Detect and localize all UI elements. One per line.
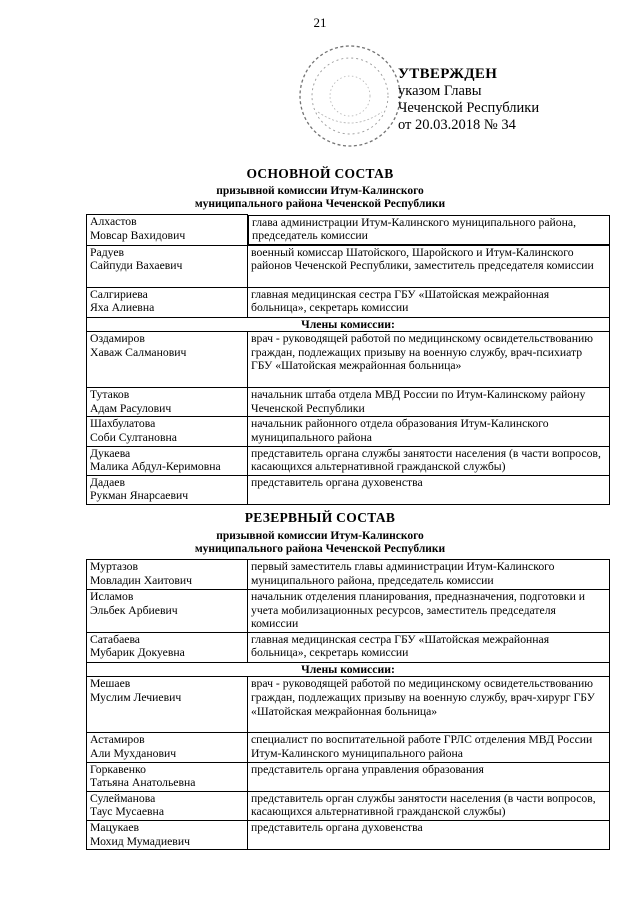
table-row xyxy=(87,733,610,762)
member-given-name: Али Мухданович xyxy=(90,746,177,760)
member-given-name: Эльбек Арбиевич xyxy=(90,603,178,617)
member-duty: военный комиссар Шатойского, Шаройского и Итум-Калинского районов Чеченской Республики, заместитель председателя комиссии xyxy=(248,245,610,287)
reserve-section-subtitle-2: муниципального района Чеченской Республики xyxy=(194,543,446,555)
members-header: Члены комиссии: xyxy=(87,317,610,332)
table-row xyxy=(87,475,610,504)
member-duty: представитель органа службы занятости населения (в части вопросов, касающихся альтернативной гражданской службы) xyxy=(248,446,610,475)
member-duty: начальник районного отдела образования Итум-Калинского муниципального района xyxy=(248,417,610,446)
member-surname: Астамиров xyxy=(90,733,145,747)
main-section-subtitle-1: призывной комиссии Итум-Калинского xyxy=(216,185,424,197)
member-surname: Салгириева xyxy=(90,287,148,301)
member-given-name: Мовсар Вахидович xyxy=(90,228,186,242)
main-section-title: ОСНОВНОЙ СОСТАВ xyxy=(246,166,394,181)
approval-title: УТВЕРЖДЕН xyxy=(398,66,498,82)
member-surname: Тутаков xyxy=(90,388,130,402)
member-given-name: Мовладин Хаитович xyxy=(90,573,193,587)
approval-block xyxy=(398,66,539,134)
member-duty: главная медицинская сестра ГБУ «Шатойская межрайонная больница», секретарь комиссии xyxy=(248,287,610,317)
member-given-name: Таус Мусаевна xyxy=(90,805,165,819)
members-header: Члены комиссии: xyxy=(87,662,610,677)
member-given-name: Соби Султановна xyxy=(90,431,177,445)
member-duty: начальник штаба отдела МВД России по Итум-Калинскому району Чеченской Республики xyxy=(248,388,610,417)
approval-line-3: от 20.03.2018 № 34 xyxy=(398,117,516,133)
member-duty: глава администрации Итум-Калинского муниципального района, председатель комиссии xyxy=(248,215,610,245)
member-surname: Радуев xyxy=(90,245,125,259)
member-surname: Дадаев xyxy=(90,475,125,489)
table-row xyxy=(87,215,610,246)
member-duty: представитель органа управления образования xyxy=(248,762,610,791)
member-surname: Исламов xyxy=(90,590,134,603)
table-row xyxy=(87,762,610,791)
member-surname: Горкавенко xyxy=(90,762,146,776)
page-number: 21 xyxy=(313,15,327,30)
member-surname: Алхастов xyxy=(90,215,137,228)
approval-line-2: Чеченской Республики xyxy=(398,100,540,116)
member-given-name: Муслим Лечиевич xyxy=(90,690,182,704)
reserve-section-subtitle-1: призывной комиссии Итум-Калинского xyxy=(216,530,424,542)
table-row xyxy=(87,446,610,475)
table-row xyxy=(87,332,610,388)
table-row xyxy=(87,632,610,662)
member-given-name: Татьяна Анатольевна xyxy=(90,776,196,790)
member-duty: первый заместитель главы администрации Итум-Калинского муниципального района, председатель комиссии xyxy=(248,560,610,590)
member-duty: врач - руководящей работой по медицинскому освидетельствованию граждан, подлежащих призыву на военную службу, врач-психиатр ГБУ «Шатойская межрайонная больница» xyxy=(248,332,610,388)
member-surname: Дукаева xyxy=(90,446,131,460)
main-section-subtitle-2: муниципального района Чеченской Республики xyxy=(194,198,446,210)
table-row xyxy=(87,287,610,317)
members-header-row xyxy=(87,317,610,332)
member-surname: Оздамиров xyxy=(90,332,145,346)
table-row xyxy=(87,560,610,590)
member-duty: специалист по воспитательной работе ГРЛС отделения МВД России Итум-Калинского муниципального района xyxy=(248,733,610,762)
official-seal-stamp xyxy=(296,42,404,150)
member-given-name: Мохид Мумадиевич xyxy=(90,834,190,848)
member-given-name: Мубарик Докуевна xyxy=(90,646,185,660)
member-duty: представитель органа духовенства xyxy=(248,820,610,849)
table-row xyxy=(87,677,610,733)
member-given-name: Малика Абдул-Керимовна xyxy=(90,460,221,474)
member-duty: врач - руководящей работой по медицинскому освидетельствованию граждан, подлежащих призыву на военную службу, врач-хирург ГБУ «Шатойская межрайонная больница» xyxy=(248,677,610,733)
table-row xyxy=(87,245,610,287)
member-given-name: Сайпуди Вахаевич xyxy=(90,259,183,273)
member-duty: главная медицинская сестра ГБУ «Шатойская межрайонная больница», секретарь комиссии xyxy=(248,632,610,662)
table-row xyxy=(87,388,610,417)
member-duty: представитель орган службы занятости населения (в части вопросов, касающихся альтернативной гражданской службы) xyxy=(248,791,610,820)
table-row xyxy=(87,590,610,633)
reserve-composition-table xyxy=(86,559,610,850)
member-given-name: Рукман Янарсаевич xyxy=(90,489,189,503)
reserve-section-title: РЕЗЕРВНЫЙ СОСТАВ xyxy=(244,510,396,525)
member-duty: представитель органа духовенства xyxy=(248,475,610,504)
table-row xyxy=(87,791,610,820)
members-header-row xyxy=(87,662,610,677)
member-given-name: Хаваж Салманович xyxy=(90,345,187,359)
table-row xyxy=(87,820,610,849)
table-row xyxy=(87,417,610,446)
member-given-name: Яха Алиевна xyxy=(90,301,155,315)
member-surname: Мешаев xyxy=(90,677,131,691)
member-surname: Сатабаева xyxy=(90,632,140,646)
member-surname: Сулейманова xyxy=(90,791,156,805)
member-surname: Муртазов xyxy=(90,560,138,573)
member-surname: Мацукаев xyxy=(90,820,140,834)
main-composition-table xyxy=(86,214,610,505)
approval-line-1: указом Главы xyxy=(398,83,482,99)
member-duty: начальник отделения планирования, предназначения, подготовки и учета мобилизационных ресурсов, заместитель председателя комиссии xyxy=(248,590,610,633)
member-given-name: Адам Расулович xyxy=(90,401,172,415)
member-surname: Шахбулатова xyxy=(90,417,156,431)
